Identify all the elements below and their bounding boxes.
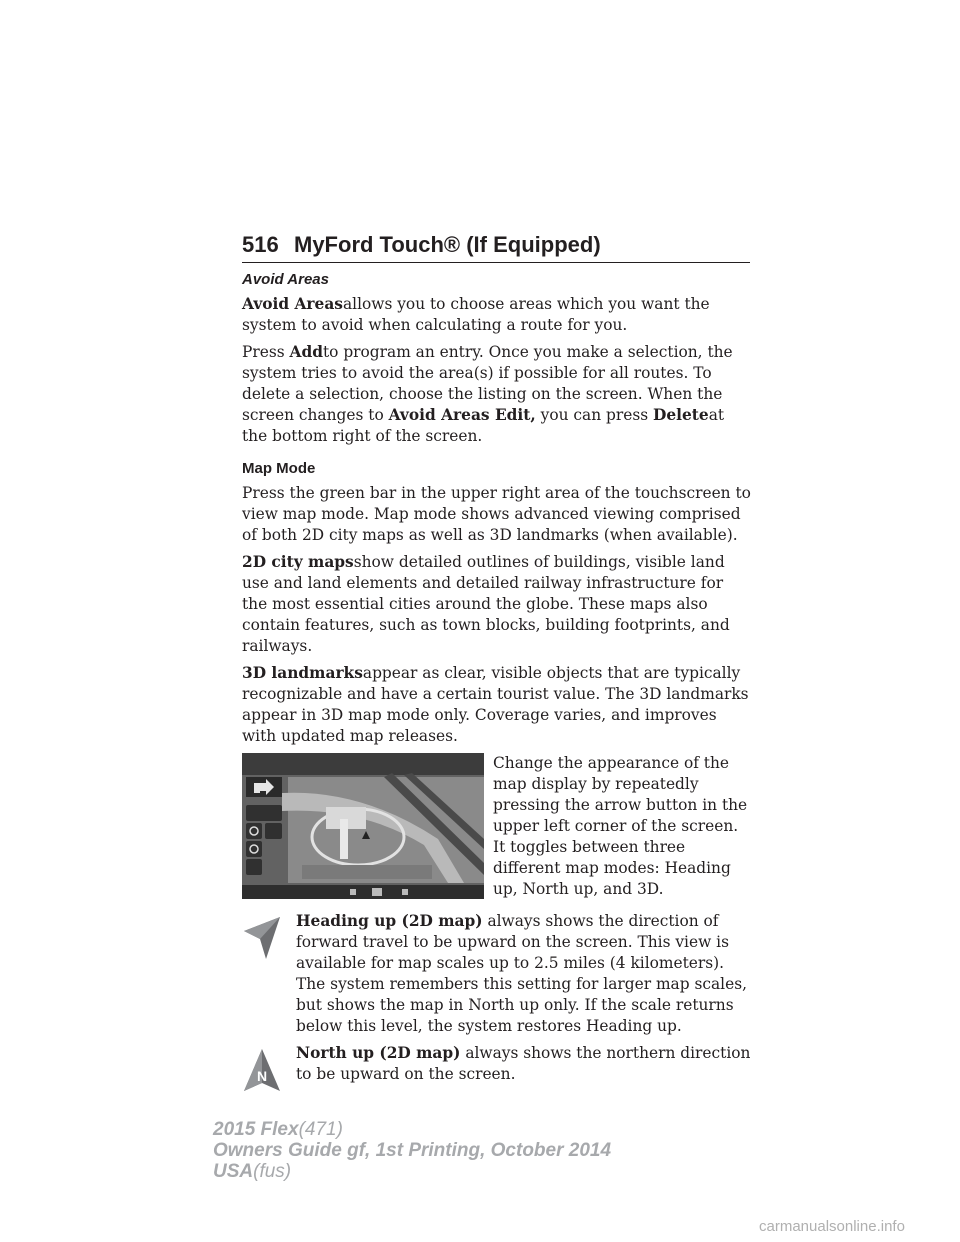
- page-footer: [213, 1119, 611, 1182]
- footer-line-3: [213, 1161, 611, 1182]
- instr-press-2: you can press: [535, 406, 654, 424]
- landmarks-term: 3D landmarks: [242, 664, 363, 682]
- north-up-paragraph: [296, 1043, 752, 1085]
- footer-line-1: [213, 1119, 611, 1140]
- landmarks-text: appear as clear, visible objects that are typically recognizable and have a certain tourist value. The 3D landmarks appear in 3D map mode only. Coverage varies, and improves with updated map releases.: [242, 664, 749, 745]
- city-maps-paragraph: [242, 552, 752, 657]
- avoid-areas-text: allows you to choose areas which you want the system to avoid when calculating a route for you.: [242, 295, 710, 334]
- north-up-arrow-icon: [242, 1047, 282, 1095]
- page-content: [242, 270, 752, 1091]
- footer-market: USA: [213, 1161, 254, 1182]
- avoid-areas-term: Avoid Areas: [242, 295, 343, 313]
- map-screen-graphic: [242, 753, 484, 899]
- avoid-areas-heading: Avoid Areas: [242, 271, 329, 288]
- north-up-term: North up (2D map): [296, 1044, 461, 1062]
- map-mode-intro: Press the green bar in the upper right area of the touchscreen to view map mode. Map mode shows advanced viewing comprised of both 2D city maps as well as 3D landmarks (when available).: [242, 484, 751, 544]
- footer-model: 2015 Flex: [213, 1119, 299, 1140]
- avoid-areas-instructions: [242, 342, 752, 447]
- page-number: 516: [242, 232, 279, 257]
- heading-up-paragraph: [296, 911, 752, 1037]
- running-title: MyFord Touch® (If Equipped): [294, 232, 601, 257]
- north-up-text: always shows the northern direction to be upward on the screen.: [296, 1044, 751, 1083]
- map-mode-heading: Map Mode: [242, 460, 316, 477]
- avoid-areas-paragraph: [242, 294, 752, 336]
- instr-end: at the bottom right of the screen.: [242, 406, 725, 445]
- map-figure-row: [242, 753, 752, 903]
- city-maps-term: 2D city maps: [242, 553, 354, 571]
- north-letter: N: [256, 1068, 268, 1084]
- footer-model-code: (471): [298, 1119, 343, 1140]
- page-header: [242, 232, 750, 263]
- heading-up-block: [242, 911, 752, 1037]
- landmarks-paragraph: [242, 663, 752, 747]
- map-figure-caption: Change the appearance of the map display by repeatedly pressing the arrow button in the upper left corner of the screen. It toggles between three different map modes: Heading up, North up, and 3D.: [493, 754, 748, 898]
- footer-line-2: Owners Guide gf, 1st Printing, October 2014: [213, 1140, 612, 1161]
- delete-term: Delete: [653, 406, 709, 424]
- heading-up-text: always shows the direction of forward travel to be upward on the screen. This view is available for map scales up to 2.5 miles (4 kilometers). The system remembers this setting for larger map scales, but shows the map in North up only. If the scale returns below this level, the system restores Heading up.: [296, 912, 747, 1035]
- map-screen-image: [242, 753, 484, 899]
- add-term: Add: [289, 343, 323, 361]
- heading-up-term: Heading up (2D map): [296, 912, 483, 930]
- avoid-areas-edit-term: Avoid Areas Edit,: [388, 406, 536, 424]
- instr-press: Press: [242, 343, 290, 361]
- footer-market-code: (fus): [253, 1161, 292, 1182]
- instr-text: to program an entry. Once you make a selection, the system tries to avoid the area(s) if possible for all routes. To delete a selection, choose the listing on the screen. When the screen changes to: [242, 343, 733, 424]
- north-up-block: [242, 1043, 752, 1085]
- heading-up-arrow-icon: [242, 915, 282, 963]
- city-maps-text: show detailed outlines of buildings, visible land use and land elements and detailed railway infrastructure for the most essential cities around the globe. These maps also contain features, such as town blocks, building footprints, and railways.: [242, 553, 730, 655]
- watermark: carmanualsonline.info: [759, 1218, 905, 1235]
